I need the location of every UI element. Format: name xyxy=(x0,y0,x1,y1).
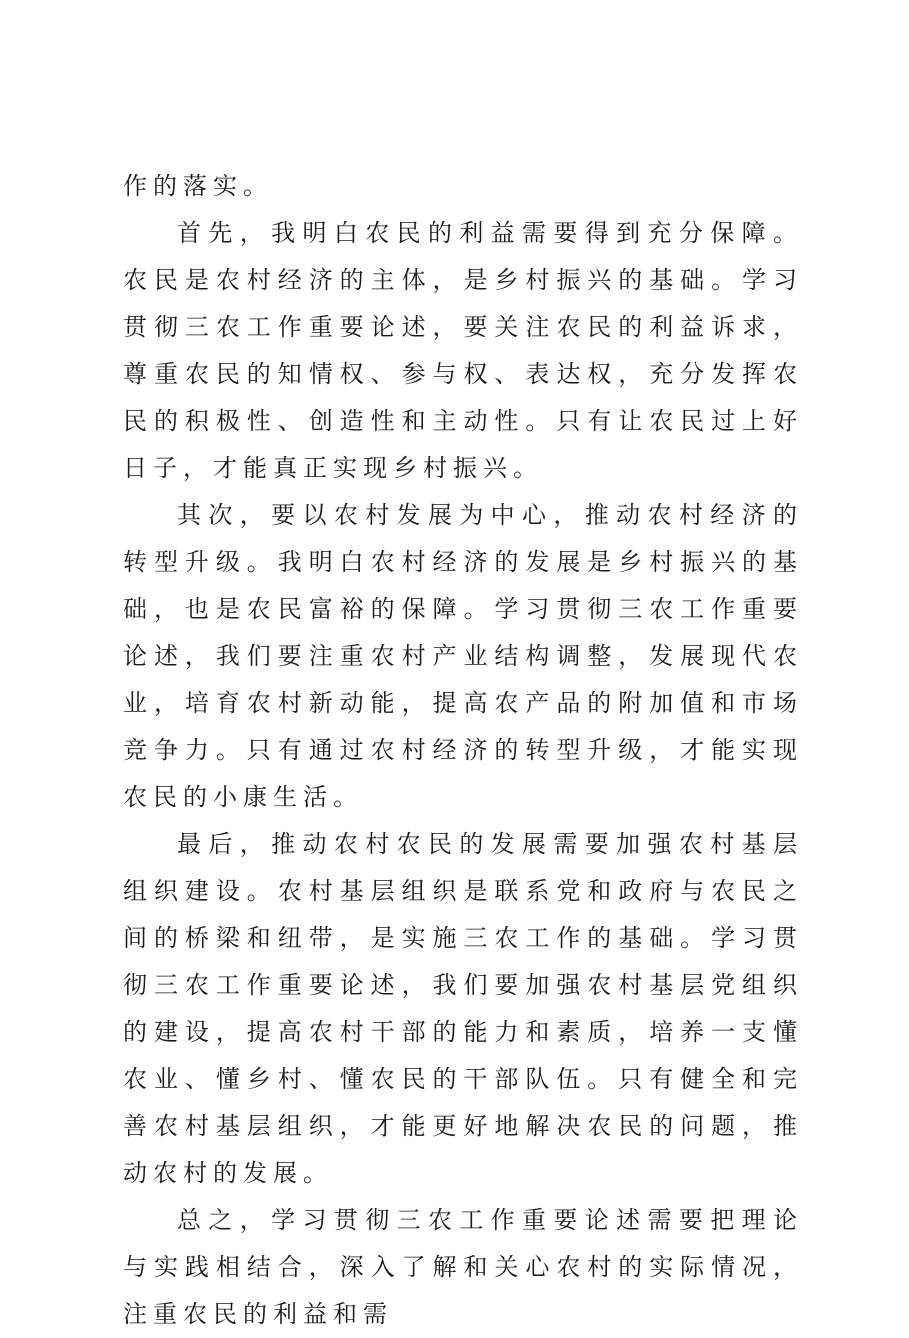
paragraph-conclusion: 总之，学习贯彻三农工作重要论述需要把理论与实践相结合，深入了解和关心农村的实际情况，注重农民的利益和需 xyxy=(123,1206,803,1328)
paragraph-grassroots-organization: 最后，推动农村农民的发展需要加强农村基层组织建设。农村基层组织是联系党和政府与农民之间的桥梁和纽带，是实施三农工作的基础。学习贯彻三农工作重要论述，我们要加强农村基层党组织的建设，提高农村干部的能力和素质，培养一支懂农业、懂乡村、懂农民的干部队伍。只有健全和完善农村基层组织，才能更好地解决农民的问题，推动农村的发展。 xyxy=(123,830,803,1187)
paragraph-rural-economy: 其次，要以农村发展为中心，推动农村经济的转型升级。我明白农村经济的发展是乡村振兴的基础，也是农民富裕的保障。学习贯彻三农工作重要论述，我们要注重农村产业结构调整，发展现代农业，培育农村新动能，提高农产品的附加值和市场竞争力。只有通过农村经济的转型升级，才能实现农民的小康生活。 xyxy=(123,501,803,811)
document-body xyxy=(123,163,803,1338)
paragraph-continuation: 作的落实。 xyxy=(123,172,273,200)
paragraph-farmers-interests: 首先，我明白农民的利益需要得到充分保障。农民是农村经济的主体，是乡村振兴的基础。学习贯彻三农工作重要论述，要关注农民的利益诉求，尊重农民的知情权、参与权、表达权，充分发挥农民的积极性、创造性和主动性。只有让农民过上好日子，才能真正实现乡村振兴。 xyxy=(123,219,803,482)
